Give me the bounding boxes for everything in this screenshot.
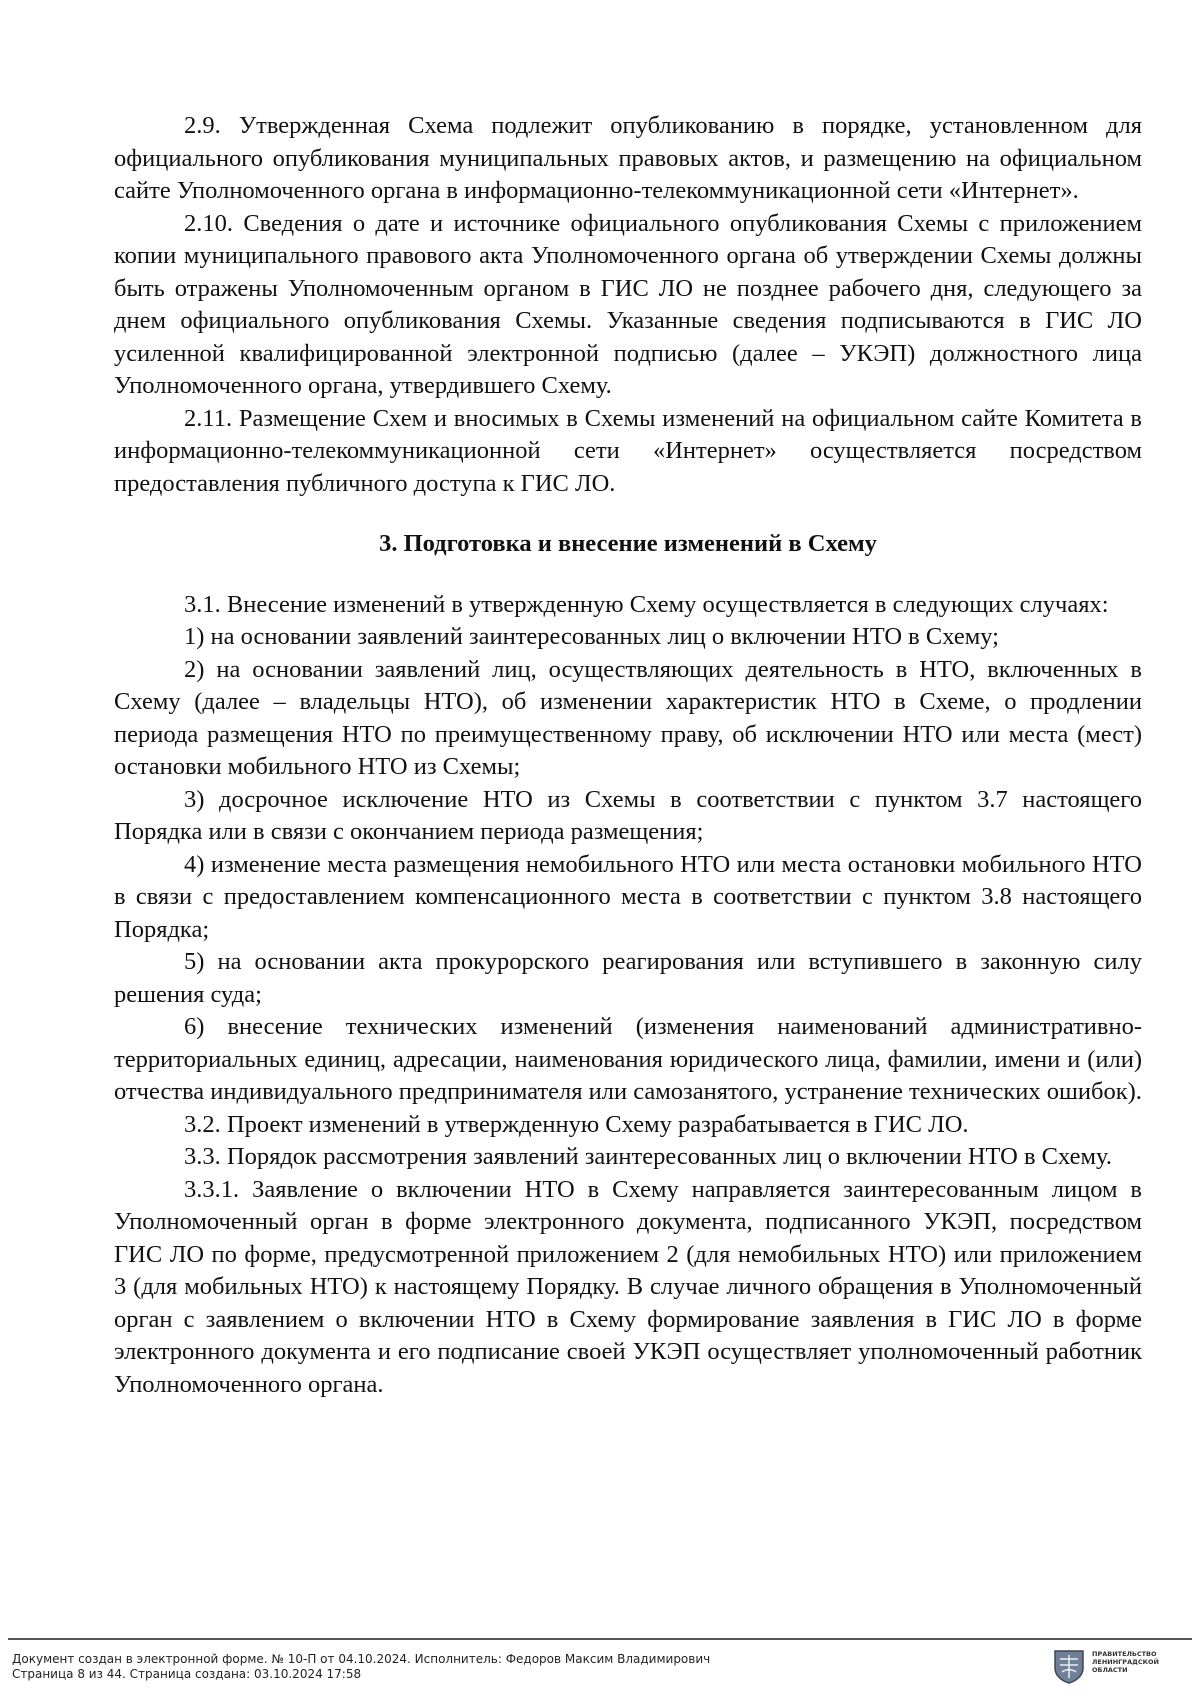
footer-line-document-info: Документ создан в электронной форме. № 10-П от 04.10.2024. Исполнитель: Федоров Максим Владимирович [12,1652,711,1666]
list-item-5: 5) на основании акта прокурорского реагирования или вступившего в законную силу решения суда; [114,948,1142,1008]
paragraph-3-3-1: 3.3.1. Заявление о включении НТО в Схему направляется заинтересованным лицом в Уполномоченный орган в форме электронного документа, подписанного УКЭП, посредством ГИС ЛО по форме, предусмотренной приложением 2 (для немобильных НТО) или приложением 3 (для мобильных НТО) к настоящему Порядку. В случае личного обращения в Уполномоченный орган с заявлением о включении НТО в Схему формирование заявления в ГИС ЛО в форме электронного документа и его подписание своей УКЭП осуществляет уполномоченный работник Уполномоченного органа. [114,1175,1142,1398]
footer-divider [8,1638,1192,1640]
footer-text [12,1652,710,1682]
paragraph-3-1: 3.1. Внесение изменений в утвержденную Схему осуществляется в следующих случаях: [184,590,1109,618]
section-heading: 3. Подготовка и внесение изменений в Схему [379,530,877,557]
government-logo-text: ПРАВИТЕЛЬСТВО ЛЕНИНГРАДСКОЙ ОБЛАСТИ [1092,1650,1159,1674]
footer-line-page-info: Страница 8 из 44. Страница создана: 03.10.2024 17:58 [12,1667,362,1681]
paragraph-3-3: 3.3. Порядок рассмотрения заявлений заинтересованных лиц о включении НТО в Схему. [184,1143,1112,1170]
paragraph-2-9: 2.9. Утвержденная Схема подлежит опубликованию в порядке, установленном для официального опубликования муниципальных правовых актов, и размещению на официальном сайте Уполномоченного органа в информационно-телекоммуникационной сети «Интернет». [114,112,1142,204]
list-item-2: 2) на основании заявлений лиц, осуществляющих деятельность в НТО, включенных в Схему (далее – владельцы НТО), об изменении характеристик НТО в Схеме, о продлении периода размещения НТО по преимущественному праву, об исключении НТО или места (мест) остановки мобильного НТО из Схемы; [114,655,1142,780]
coat-of-arms-icon [1052,1648,1086,1684]
paragraph-2-10: 2.10. Сведения о дате и источнике официального опубликования Схемы с приложением копии муниципального правового акта Уполномоченного органа об утверждении Схемы должны быть отражены Уполномоченным органом в ГИС ЛО не позднее рабочего дня, следующего за днем официального опубликования Схемы. Указанные сведения подписываются в ГИС ЛО усиленной квалифицированной электронной подписью (далее – УКЭП) должностного лица Уполномоченного органа, утвердившего Схему. [114,209,1142,399]
list-item-6: 6) внесение технических изменений (изменения наименований административно-территориальных единиц, адресации, наименования юридического лица, фамилии, имени и (или) отчества индивидуального предпринимателя или самозанятого, устранение технических ошибок). [114,1013,1142,1105]
paragraph-2-11: 2.11. Размещение Схем и вносимых в Схемы изменений на официальном сайте Комитета в информационно-телекоммуникационной сети «Интернет» осуществляется посредством предоставления публичного доступа к ГИС ЛО. [114,404,1142,497]
paragraph-3-2: 3.2. Проект изменений в утвержденную Схему разрабатывается в ГИС ЛО. [184,1110,969,1138]
page-footer [0,1638,1200,1698]
document-page [114,110,1142,1401]
list-item-1: 1) на основании заявлений заинтересованных лиц о включении НТО в Схему; [184,623,999,650]
government-logo [1052,1646,1182,1690]
list-item-4: 4) изменение места размещения немобильного НТО или места остановки мобильного НТО в связи с предоставлением компенсационного места в соответствии с пунктом 3.8 настоящего Порядка; [114,850,1142,943]
list-item-3: 3) досрочное исключение НТО из Схемы в соответствии с пунктом 3.7 настоящего Порядка или в связи с окончанием периода размещения; [114,785,1142,845]
